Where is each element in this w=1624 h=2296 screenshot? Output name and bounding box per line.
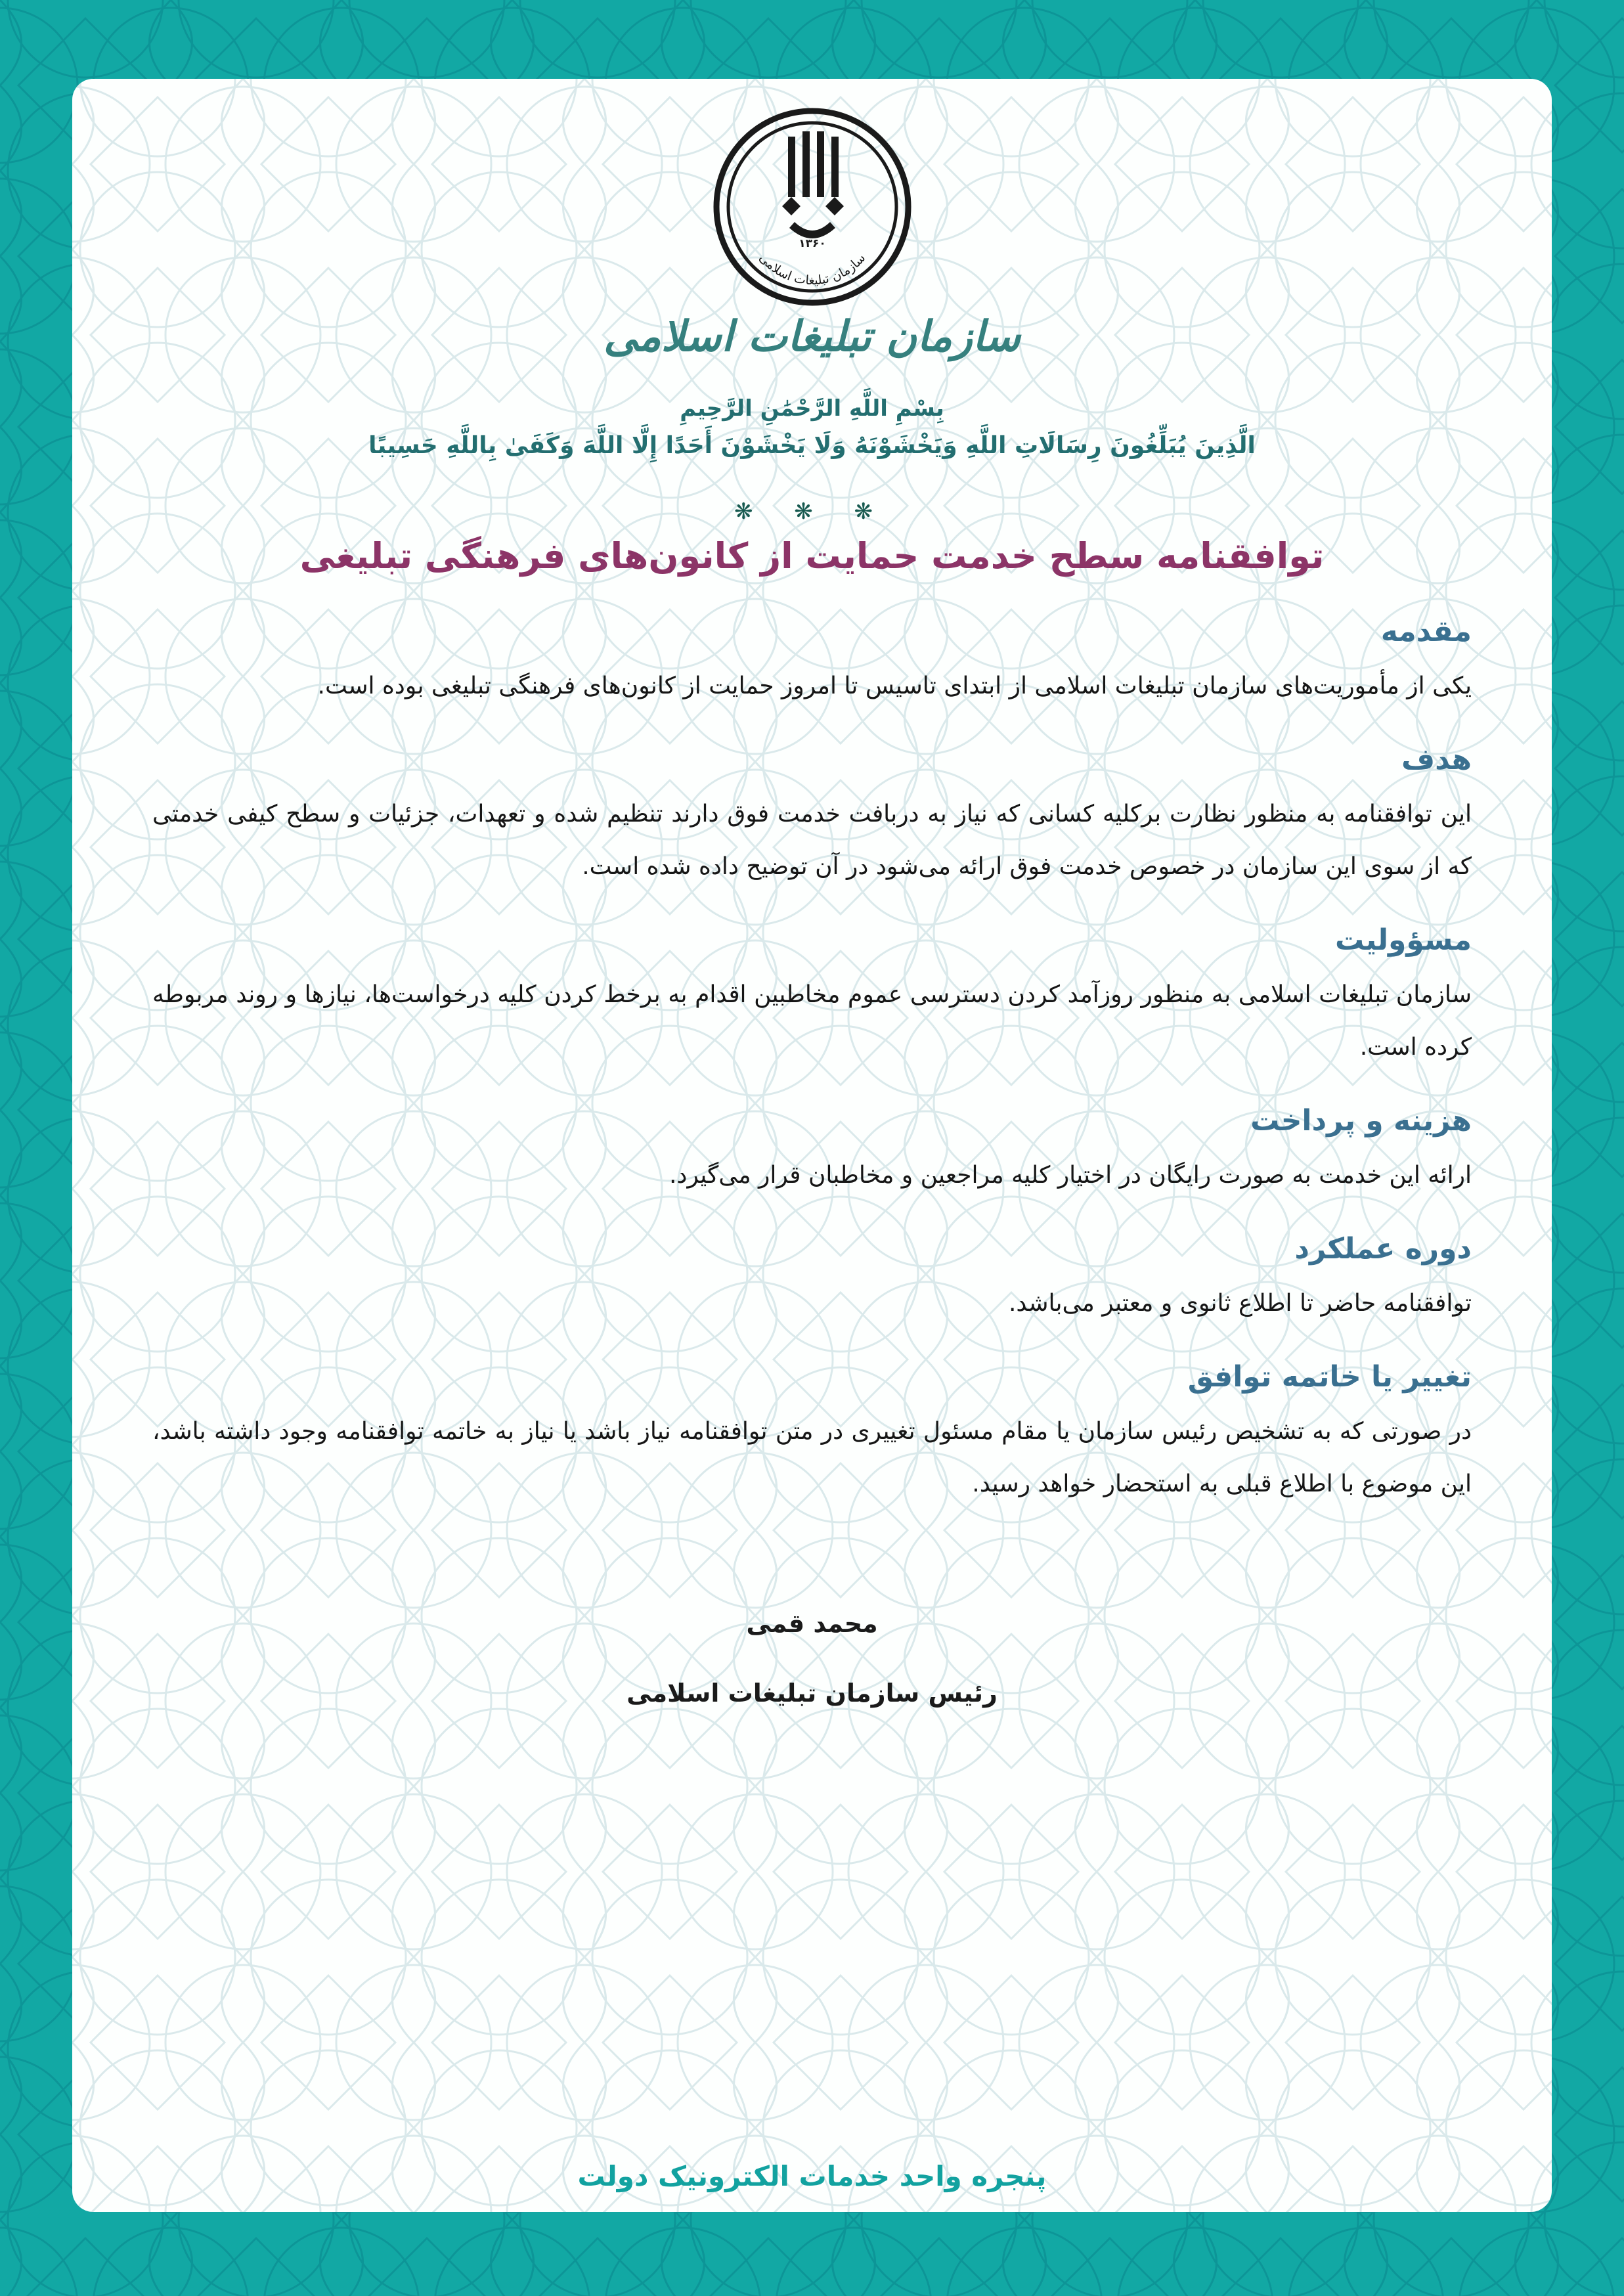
- section-paragraph: ارائه این خدمت به صورت رایگان در اختیار کلیه مراجعین و مخاطبان قرار می‌گیرد.: [669, 1162, 1472, 1189]
- organization-emblem-icon: [711, 105, 914, 309]
- bismillah-text: بِسْمِ اللَّهِ الرَّحْمَٰنِ الرَّحِيمِ: [680, 395, 944, 422]
- footer-service-window-text: پنجره واحد خدمات الکترونیک دولت: [577, 2160, 1047, 2192]
- section-paragraph: توافقنامه حاضر تا اطلاع ثانوی و معتبر می‌باشد.: [1008, 1290, 1472, 1317]
- section-paragraph: سازمان تبلیغات اسلامی به منظور روزآمد کردن دسترسی عموم مخاطبین اقدام به برخط کردن کلیه درخواست‌ها، نیازها و روند مربوطه کرده است.: [152, 981, 1472, 1061]
- quran-verse: الَّذِينَ يُبَلِّغُونَ رِسَالَاتِ اللَّهِ وَيَخْشَوْنَهُ وَلَا يَخْشَوْنَ أَحَدًا إِلَّا اللَّهَ وَكَفَىٰ بِاللَّهِ حَسِيبًا: [368, 432, 1256, 459]
- section-heading: تغییر یا خاتمه توافق: [1187, 1360, 1472, 1394]
- signatory-title: رئیس سازمان تبلیغات اسلامی: [626, 1679, 998, 1708]
- section-heading: هزینه و پرداخت: [1250, 1104, 1472, 1137]
- sections-container: [152, 615, 1472, 1511]
- document-section: [152, 923, 1472, 1074]
- document-card: [72, 79, 1552, 2212]
- signature-block: [152, 1609, 1472, 1708]
- logo-wrap: [152, 105, 1472, 311]
- section-heading: مقدمه: [1380, 615, 1472, 648]
- section-heading: دوره عملکرد: [1294, 1232, 1472, 1266]
- document-section: [152, 615, 1472, 713]
- ornament-separator: ❋ ❋ ❋: [734, 498, 890, 525]
- document-title: توافقنامه سطح خدمت حمایت از کانون‌های فرهنگی تبلیغی: [299, 535, 1325, 577]
- document-section: [152, 1104, 1472, 1202]
- document-section: [152, 1232, 1472, 1330]
- section-heading: هدف: [1401, 743, 1472, 776]
- emblem-year: ۱۳۶۰: [798, 237, 826, 250]
- document-section: [152, 743, 1472, 893]
- document-section: [152, 1360, 1472, 1511]
- section-paragraph: در صورتی که به تشخیص رئیس سازمان یا مقام مسئول تغییری در متن توافقنامه نیاز باشد یا نیاز به خاتمه توافقنامه وجود داشته باشد، این موضوع با اطلاع قبلی به استحضار خواهد رسید.: [152, 1418, 1472, 1497]
- organization-calligraphy: سازمان تبلیغات اسلامی: [604, 313, 1020, 361]
- section-heading: مسؤولیت: [1334, 923, 1472, 957]
- document-content: [72, 105, 1552, 2212]
- emblem-inner-text: سازمان تبلیغات اسلامی: [756, 250, 868, 288]
- section-paragraph: این توافقنامه به منظور نظارت برکلیه کسانی که نیاز به دربافت خدمت فوق دارند تنظیم شده و تعهدات، جزئیات و سطح کیفی خدمتی که از سوی این سازمان در خصوص خدمت فوق ارائه می‌شود در آن توضیح داده شده است.: [152, 801, 1472, 880]
- signatory-name: محمد قمی: [746, 1609, 878, 1638]
- section-paragraph: یکی از مأموریت‌های سازمان تبلیغات اسلامی از ابتدای تاسیس تا امروز حمایت از کانون‌های فرهنگی تبلیغی بوده است.: [317, 673, 1472, 699]
